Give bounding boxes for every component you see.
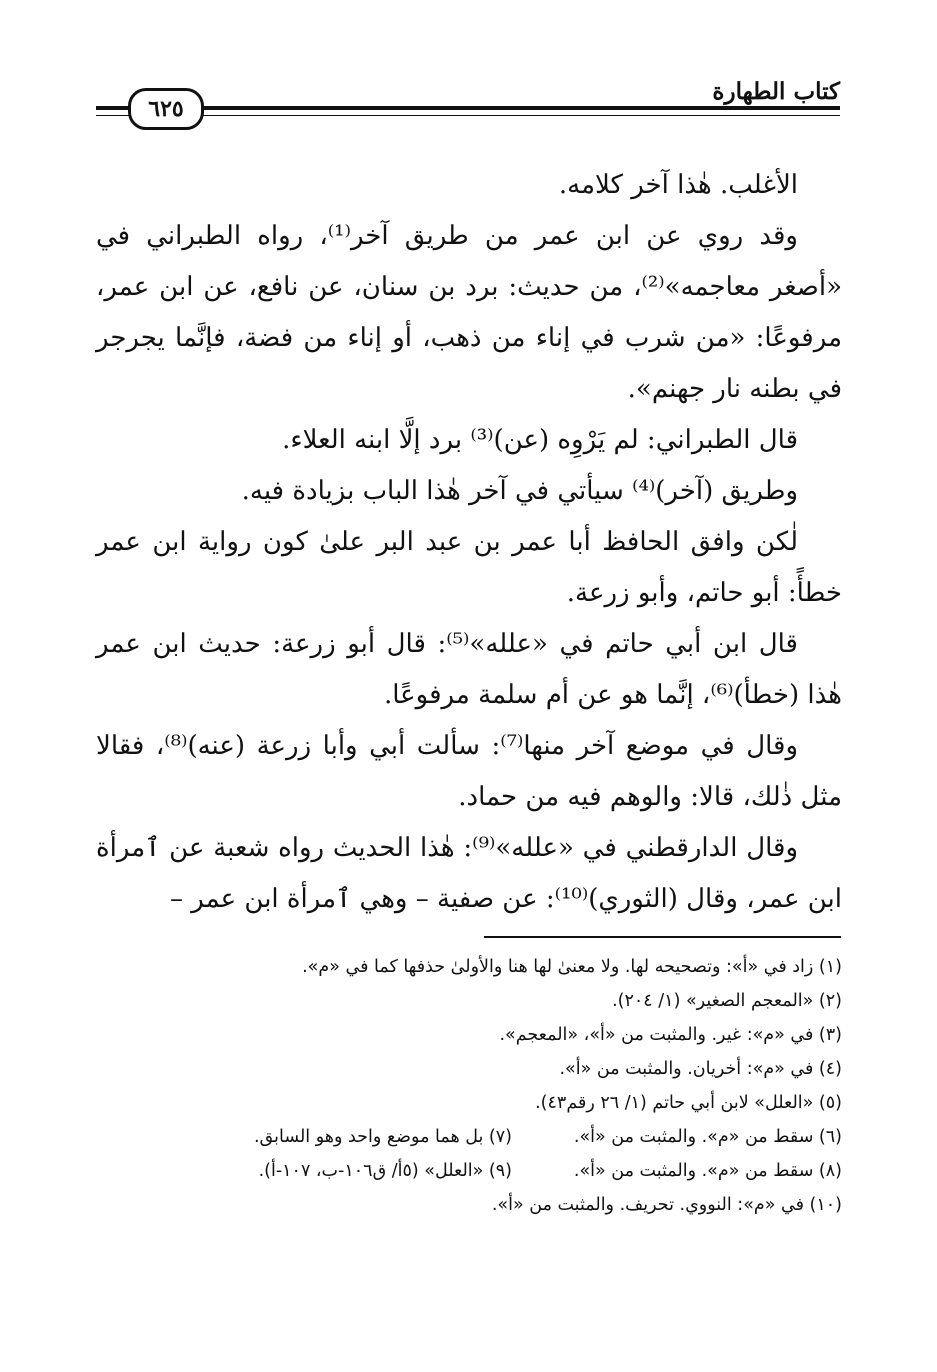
- footnote: (٣) في «م»: غير. والمثبت من «أ»، «المعجم».: [499, 1025, 842, 1045]
- page-number: ٦٢٥: [128, 88, 204, 130]
- footnote: (٨) سقط من «م». والمثبت من «أ».: [573, 1161, 842, 1181]
- page-header: [96, 78, 840, 130]
- footnote: (١) زاد في «أ»: وتصحيحه لها. ولا معنىٰ لها هنا والأولىٰ حذفها كما في «م».: [302, 957, 842, 977]
- paragraph: قال الطبراني: لم يَرْوِه (عن)⁽³⁾ برد إلَّا ابنه العلاء.: [282, 425, 798, 455]
- footnote: (٧) بل هما موضع واحد وهو السابق.: [253, 1127, 512, 1147]
- footnotes: [120, 950, 842, 1222]
- paragraph: قال ابن أبي حاتم في «علله»⁽⁵⁾: قال أبو زرعة: حديث ابن عمر هٰذا (خطأ)⁽⁶⁾، إنَّما هو عن أم سلمة مرفوعًا.: [96, 629, 842, 710]
- paragraph: وقال في موضع آخر منها⁽⁷⁾: سألت أبي وأبا زرعة (عنه)⁽⁸⁾، فقالا مثل ذٰلك، قالا: والوهم فيه من حماد.: [96, 731, 842, 812]
- paragraph: لٰكن وافق الحافظ أبا عمر بن عبد البر علىٰ كون رواية ابن عمر خطأً: أبو حاتم، وأبو زرعة.: [96, 527, 842, 608]
- paragraph: وقد روي عن ابن عمر من طريق آخر⁽¹⁾، رواه الطبراني في «أصغر معاجمه»⁽²⁾، من حديث: برد بن سنان، عن نافع، عن ابن عمر، مرفوعًا: «من شرب في إناء من ذهب، أو إناء من فضة، فإنَّما يجرجر في بطنه نار جهنم».: [96, 221, 842, 404]
- header-rule-thin: [96, 115, 840, 116]
- header-rule-thick: [96, 106, 840, 110]
- main-text: [96, 160, 842, 925]
- footnote-pair: [120, 1154, 842, 1188]
- footnote: (٦) سقط من «م». والمثبت من «أ».: [573, 1127, 842, 1147]
- paragraph: وقال الدارقطني في «علله»⁽⁹⁾: هٰذا الحديث رواه شعبة عن ٱمرأة ابن عمر، وقال (الثوري)⁽¹⁰⁾: عن صفية – وهي ٱمرأة ابن عمر –: [96, 833, 842, 914]
- footnote: (٥) «العلل» لابن أبي حاتم (١/ ٢٦ رقم٤٣).: [535, 1093, 842, 1113]
- paragraph: وطريق (آخر)⁽⁴⁾ سيأتي في آخر هٰذا الباب بزيادة فيه.: [241, 476, 798, 506]
- footnote-separator: [484, 936, 841, 938]
- footnote: (٢) «المعجم الصغير» (١/ ٢٠٤).: [612, 991, 842, 1011]
- footnote: (١٠) في «م»: النووي. تحريف. والمثبت من «أ».: [491, 1195, 842, 1215]
- paragraph: الأغلب. هٰذا آخر كلامه.: [558, 170, 798, 200]
- running-title: كتاب الطهارة: [702, 78, 840, 105]
- footnote: (٩) «العلل» (٥أ/ ق١٠٦-ب، ١٠٧-أ).: [258, 1161, 512, 1181]
- footnote: (٤) في «م»: أخريان. والمثبت من «أ».: [559, 1059, 842, 1079]
- footnote-pair: [120, 1120, 842, 1154]
